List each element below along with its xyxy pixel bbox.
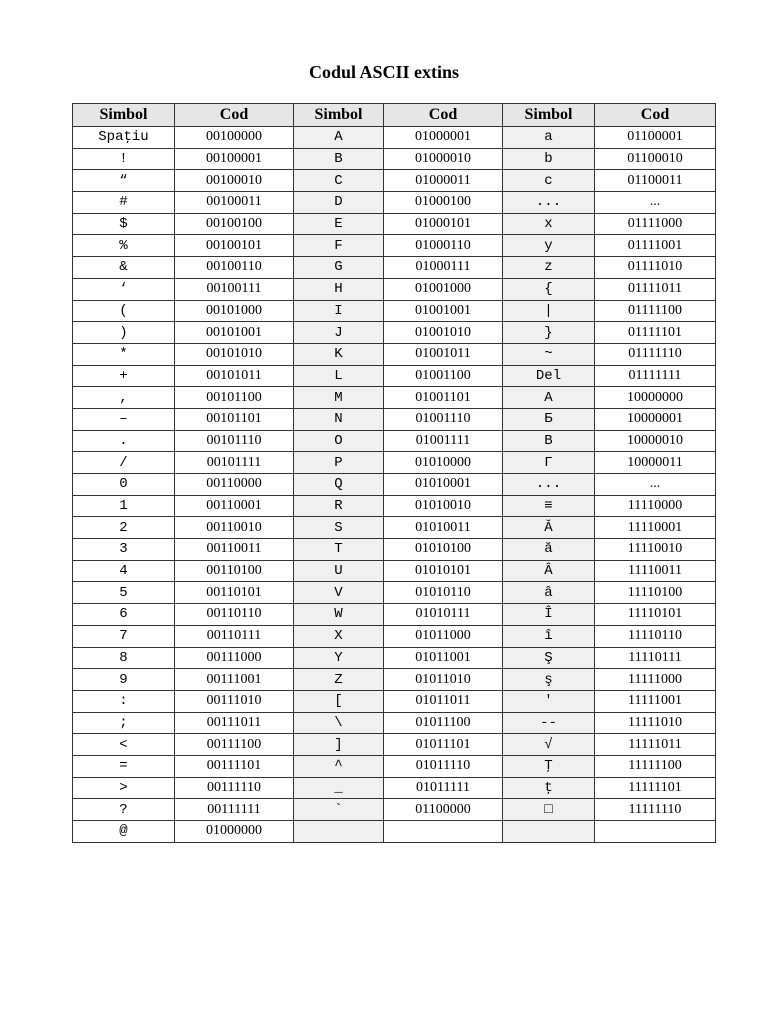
table-row xyxy=(73,734,716,756)
symbol-cell: K xyxy=(294,343,384,365)
symbol-cell: ` xyxy=(294,799,384,821)
symbol-cell: □ xyxy=(503,799,595,821)
code-cell: 00111001 xyxy=(175,669,294,691)
code-cell: 00100110 xyxy=(175,257,294,279)
code-cell: 01011100 xyxy=(384,712,503,734)
code-cell xyxy=(384,821,503,843)
code-cell: 00110001 xyxy=(175,495,294,517)
symbol-cell: â xyxy=(503,582,595,604)
code-cell: 00100101 xyxy=(175,235,294,257)
symbol-cell: & xyxy=(73,257,175,279)
code-cell: 01001001 xyxy=(384,300,503,322)
symbol-cell: S xyxy=(294,517,384,539)
symbol-cell: ; xyxy=(73,712,175,734)
code-cell: 00111111 xyxy=(175,799,294,821)
code-cell: 10000011 xyxy=(595,452,716,474)
table-row xyxy=(73,625,716,647)
code-cell: 01111001 xyxy=(595,235,716,257)
code-cell: 01000000 xyxy=(175,821,294,843)
symbol-cell: > xyxy=(73,777,175,799)
table-row xyxy=(73,278,716,300)
code-cell: 01100010 xyxy=(595,148,716,170)
symbol-cell: [ xyxy=(294,690,384,712)
table-row xyxy=(73,755,716,777)
code-cell: 01100001 xyxy=(595,127,716,149)
symbol-cell: Â xyxy=(503,560,595,582)
symbol-cell xyxy=(294,821,384,843)
symbol-cell: H xyxy=(294,278,384,300)
code-cell: 10000010 xyxy=(595,430,716,452)
code-cell: ... xyxy=(595,192,716,214)
symbol-cell: \ xyxy=(294,712,384,734)
code-cell: 01011011 xyxy=(384,690,503,712)
symbol-cell: î xyxy=(503,625,595,647)
table-row xyxy=(73,495,716,517)
code-cell: 00111011 xyxy=(175,712,294,734)
symbol-cell: M xyxy=(294,387,384,409)
code-cell: 01011001 xyxy=(384,647,503,669)
symbol-cell: z xyxy=(503,257,595,279)
code-cell: 01010101 xyxy=(384,560,503,582)
symbol-cell: Ă xyxy=(503,517,595,539)
code-cell: 00101010 xyxy=(175,343,294,365)
table-row xyxy=(73,387,716,409)
code-cell: 01000010 xyxy=(384,148,503,170)
page-title: Codul ASCII extins xyxy=(308,62,460,82)
code-cell: 01010001 xyxy=(384,474,503,496)
code-cell: 01000101 xyxy=(384,213,503,235)
table-row xyxy=(73,235,716,257)
ascii-table xyxy=(72,103,716,843)
table-row xyxy=(73,365,716,387)
table-row xyxy=(73,799,716,821)
code-cell: 00110000 xyxy=(175,474,294,496)
code-cell: 11110001 xyxy=(595,517,716,539)
symbol-cell: 2 xyxy=(73,517,175,539)
code-cell: ... xyxy=(595,474,716,496)
column-header-code: Cod xyxy=(384,104,503,127)
code-cell: 01100011 xyxy=(595,170,716,192)
code-cell: 00101001 xyxy=(175,322,294,344)
symbol-cell: c xyxy=(503,170,595,192)
symbol-cell: Î xyxy=(503,604,595,626)
code-cell: 01011111 xyxy=(384,777,503,799)
symbol-cell: U xyxy=(294,560,384,582)
symbol-cell: b xyxy=(503,148,595,170)
code-cell: 00110111 xyxy=(175,625,294,647)
symbol-cell: ≡ xyxy=(503,495,595,517)
symbol-cell: . xyxy=(73,430,175,452)
table-body xyxy=(73,127,716,843)
symbol-cell: | xyxy=(503,300,595,322)
symbol-cell: Б xyxy=(503,408,595,430)
symbol-cell: T xyxy=(294,539,384,561)
table-row xyxy=(73,343,716,365)
symbol-cell: 5 xyxy=(73,582,175,604)
symbol-cell: ] xyxy=(294,734,384,756)
code-cell: 00110110 xyxy=(175,604,294,626)
code-cell: 01111011 xyxy=(595,278,716,300)
code-cell: 10000001 xyxy=(595,408,716,430)
symbol-cell: Y xyxy=(294,647,384,669)
code-cell: 11111001 xyxy=(595,690,716,712)
symbol-cell: : xyxy=(73,690,175,712)
code-cell: 11110100 xyxy=(595,582,716,604)
code-cell: 00110011 xyxy=(175,539,294,561)
table-row xyxy=(73,582,716,604)
symbol-cell: -- xyxy=(503,712,595,734)
symbol-cell: Ş xyxy=(503,647,595,669)
symbol-cell: 7 xyxy=(73,625,175,647)
table-row xyxy=(73,300,716,322)
symbol-cell: O xyxy=(294,430,384,452)
code-cell: 00110100 xyxy=(175,560,294,582)
code-cell: 01010110 xyxy=(384,582,503,604)
symbol-cell: V xyxy=(294,582,384,604)
code-cell: 00111101 xyxy=(175,755,294,777)
code-cell: 01100000 xyxy=(384,799,503,821)
column-header-symbol: Simbol xyxy=(73,104,175,127)
symbol-cell: x xyxy=(503,213,595,235)
column-header-code: Cod xyxy=(595,104,716,127)
symbol-cell: I xyxy=(294,300,384,322)
code-cell: 01111100 xyxy=(595,300,716,322)
code-cell: 01010000 xyxy=(384,452,503,474)
code-cell: 00101101 xyxy=(175,408,294,430)
code-cell: 00101100 xyxy=(175,387,294,409)
symbol-cell: ^ xyxy=(294,755,384,777)
table-row xyxy=(73,712,716,734)
symbol-cell: 1 xyxy=(73,495,175,517)
symbol-cell: 0 xyxy=(73,474,175,496)
symbol-cell: , xyxy=(73,387,175,409)
symbol-cell: E xyxy=(294,213,384,235)
code-cell: 01000110 xyxy=(384,235,503,257)
code-cell: 01001111 xyxy=(384,430,503,452)
column-header-code: Cod xyxy=(175,104,294,127)
table-row xyxy=(73,517,716,539)
table-row xyxy=(73,647,716,669)
symbol-cell: В xyxy=(503,430,595,452)
code-cell: 11110110 xyxy=(595,625,716,647)
table-row xyxy=(73,604,716,626)
table-row xyxy=(73,690,716,712)
symbol-cell: G xyxy=(294,257,384,279)
symbol-cell: $ xyxy=(73,213,175,235)
code-cell: 01111000 xyxy=(595,213,716,235)
symbol-cell: ) xyxy=(73,322,175,344)
symbol-cell: Spaţiu xyxy=(73,127,175,149)
table-row xyxy=(73,669,716,691)
code-cell: 01010100 xyxy=(384,539,503,561)
code-cell: 00100011 xyxy=(175,192,294,214)
code-cell: 00100010 xyxy=(175,170,294,192)
table-row xyxy=(73,408,716,430)
symbol-cell: X xyxy=(294,625,384,647)
symbol-cell: ş xyxy=(503,669,595,691)
table-row xyxy=(73,192,716,214)
symbol-cell: 3 xyxy=(73,539,175,561)
code-cell: 00100001 xyxy=(175,148,294,170)
table-row xyxy=(73,257,716,279)
code-cell: 00101111 xyxy=(175,452,294,474)
code-cell: 01011000 xyxy=(384,625,503,647)
symbol-cell xyxy=(503,821,595,843)
code-cell: 11110000 xyxy=(595,495,716,517)
code-cell xyxy=(595,821,716,843)
code-cell: 01000111 xyxy=(384,257,503,279)
symbol-cell: ţ xyxy=(503,777,595,799)
code-cell: 01001110 xyxy=(384,408,503,430)
symbol-cell: @ xyxy=(73,821,175,843)
symbol-cell: “ xyxy=(73,170,175,192)
symbol-cell: A xyxy=(294,127,384,149)
symbol-cell: ă xyxy=(503,539,595,561)
code-cell: 00100000 xyxy=(175,127,294,149)
code-cell: 01001100 xyxy=(384,365,503,387)
symbol-cell: J xyxy=(294,322,384,344)
table-row xyxy=(73,474,716,496)
symbol-cell: / xyxy=(73,452,175,474)
symbol-cell: = xyxy=(73,755,175,777)
code-cell: 00101011 xyxy=(175,365,294,387)
code-cell: 00101000 xyxy=(175,300,294,322)
code-cell: 01001011 xyxy=(384,343,503,365)
code-cell: 11111010 xyxy=(595,712,716,734)
table-row xyxy=(73,170,716,192)
table-row xyxy=(73,539,716,561)
code-cell: 00111100 xyxy=(175,734,294,756)
symbol-cell: ( xyxy=(73,300,175,322)
symbol-cell: ′ xyxy=(503,690,595,712)
symbol-cell: √ xyxy=(503,734,595,756)
symbol-cell: % xyxy=(73,235,175,257)
code-cell: 11111100 xyxy=(595,755,716,777)
symbol-cell: ! xyxy=(73,148,175,170)
code-cell: 01000100 xyxy=(384,192,503,214)
code-cell: 00110010 xyxy=(175,517,294,539)
code-cell: 11111110 xyxy=(595,799,716,821)
symbol-cell: { xyxy=(503,278,595,300)
symbol-cell: ... xyxy=(503,192,595,214)
code-cell: 11110111 xyxy=(595,647,716,669)
table-row xyxy=(73,148,716,170)
code-cell: 00101110 xyxy=(175,430,294,452)
symbol-cell: R xyxy=(294,495,384,517)
table-row xyxy=(73,213,716,235)
symbol-cell: Del xyxy=(503,365,595,387)
code-cell: 11111011 xyxy=(595,734,716,756)
code-cell: 10000000 xyxy=(595,387,716,409)
symbol-cell: P xyxy=(294,452,384,474)
code-cell: 01001000 xyxy=(384,278,503,300)
symbol-cell: < xyxy=(73,734,175,756)
code-cell: 00111110 xyxy=(175,777,294,799)
symbol-cell: } xyxy=(503,322,595,344)
code-cell: 00111000 xyxy=(175,647,294,669)
symbol-cell: C xyxy=(294,170,384,192)
table-row xyxy=(73,560,716,582)
table-row xyxy=(73,821,716,843)
code-cell: 01011110 xyxy=(384,755,503,777)
code-cell: 01111101 xyxy=(595,322,716,344)
symbol-cell: 6 xyxy=(73,604,175,626)
symbol-cell: L xyxy=(294,365,384,387)
table-row xyxy=(73,430,716,452)
code-cell: 00100111 xyxy=(175,278,294,300)
symbol-cell: – xyxy=(73,408,175,430)
code-cell: 01000011 xyxy=(384,170,503,192)
code-cell: 01001010 xyxy=(384,322,503,344)
symbol-cell: W xyxy=(294,604,384,626)
symbol-cell: ~ xyxy=(503,343,595,365)
symbol-cell: ‘ xyxy=(73,278,175,300)
symbol-cell: B xyxy=(294,148,384,170)
code-cell: 11110010 xyxy=(595,539,716,561)
symbol-cell: N xyxy=(294,408,384,430)
symbol-cell: D xyxy=(294,192,384,214)
code-cell: 01111010 xyxy=(595,257,716,279)
symbol-cell: А xyxy=(503,387,595,409)
table-row xyxy=(73,777,716,799)
table-row xyxy=(73,452,716,474)
code-cell: 00100100 xyxy=(175,213,294,235)
code-cell: 01010010 xyxy=(384,495,503,517)
symbol-cell: F xyxy=(294,235,384,257)
code-cell: 00111010 xyxy=(175,690,294,712)
code-cell: 01111110 xyxy=(595,343,716,365)
code-cell: 01010011 xyxy=(384,517,503,539)
table-header-row xyxy=(73,104,716,127)
symbol-cell: # xyxy=(73,192,175,214)
column-header-symbol: Simbol xyxy=(294,104,384,127)
code-cell: 01011101 xyxy=(384,734,503,756)
symbol-cell: ... xyxy=(503,474,595,496)
symbol-cell: 8 xyxy=(73,647,175,669)
code-cell: 01000001 xyxy=(384,127,503,149)
symbol-cell: * xyxy=(73,343,175,365)
symbol-cell: 9 xyxy=(73,669,175,691)
code-cell: 11110011 xyxy=(595,560,716,582)
column-header-symbol: Simbol xyxy=(503,104,595,127)
symbol-cell: Г xyxy=(503,452,595,474)
symbol-cell: ? xyxy=(73,799,175,821)
symbol-cell: Ţ xyxy=(503,755,595,777)
symbol-cell: a xyxy=(503,127,595,149)
symbol-cell: + xyxy=(73,365,175,387)
code-cell: 00110101 xyxy=(175,582,294,604)
symbol-cell: y xyxy=(503,235,595,257)
code-cell: 11111101 xyxy=(595,777,716,799)
code-cell: 11110101 xyxy=(595,604,716,626)
symbol-cell: Q xyxy=(294,474,384,496)
symbol-cell: _ xyxy=(294,777,384,799)
code-cell: 01011010 xyxy=(384,669,503,691)
code-cell: 01010111 xyxy=(384,604,503,626)
code-cell: 11111000 xyxy=(595,669,716,691)
symbol-cell: Z xyxy=(294,669,384,691)
code-cell: 01001101 xyxy=(384,387,503,409)
table-row xyxy=(73,127,716,149)
symbol-cell: 4 xyxy=(73,560,175,582)
table-row xyxy=(73,322,716,344)
code-cell: 01111111 xyxy=(595,365,716,387)
